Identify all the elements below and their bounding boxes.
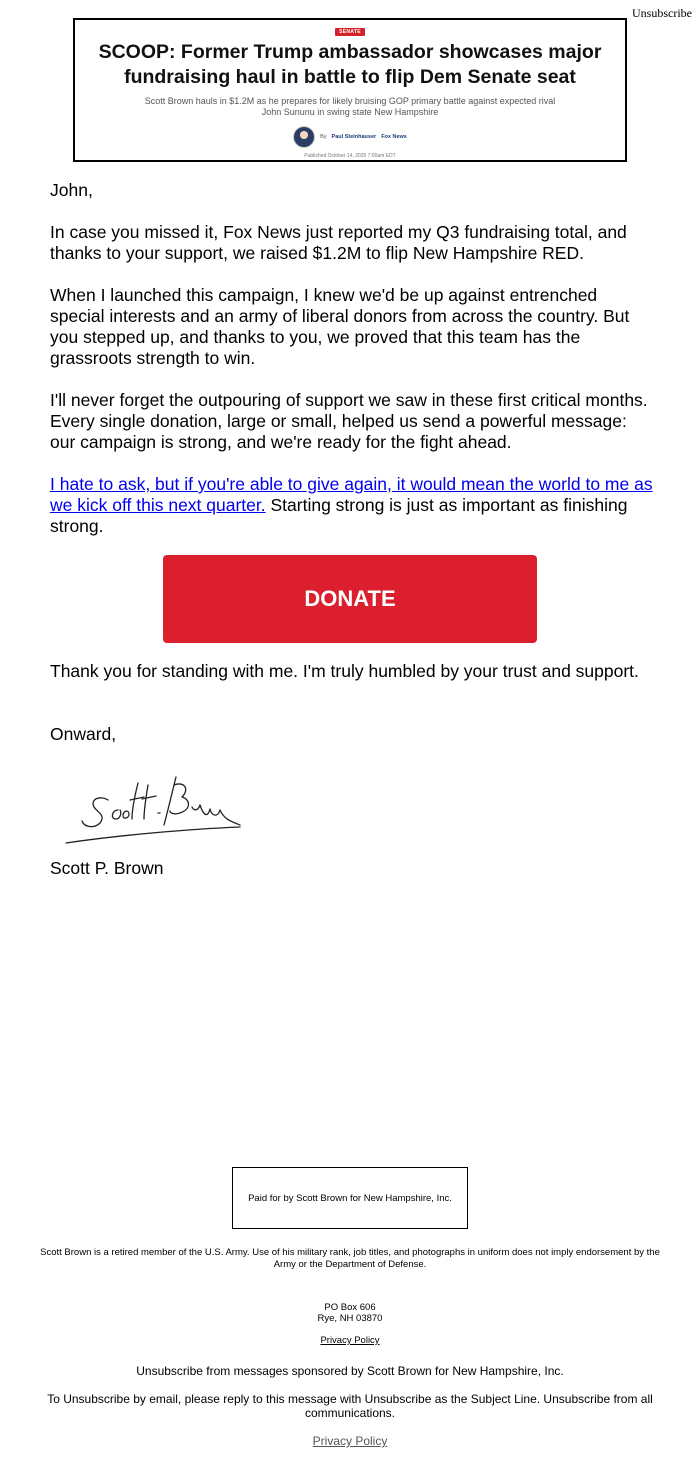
paid-for-text: Paid for by Scott Brown for New Hampshire, Inc. [248, 1192, 452, 1204]
military-disclaimer: Scott Brown is a retired member of the U.S. Army. Use of his military rank, job titles, and photographs in uniform does not imply endorsement by the Army or the Department of Defense. [40, 1247, 660, 1270]
privacy-policy-row-2 [40, 1434, 660, 1448]
donate-button[interactable]: DONATE [163, 555, 537, 643]
paragraph-3: I'll never forget the outpouring of support we saw in these first critical months. Every single donation, large or small, helped us send a powerful message: our campaign is strong, and we're ready for the fight ahead. [50, 390, 648, 452]
article-byline [75, 126, 625, 148]
give-again-link[interactable]: I hate to ask, but if you're able to give again, it would mean the world to me as we kick off this next quarter. [50, 474, 653, 515]
greeting: John, [50, 180, 93, 200]
article-title: SCOOP: Former Trump ambassador showcases major fundraising haul in battle to flip Dem Senate seat [98, 41, 602, 88]
paragraph-4 [50, 474, 654, 537]
privacy-policy-link[interactable]: Privacy Policy [320, 1335, 380, 1346]
article-headline-image[interactable] [73, 18, 627, 162]
address-line-1: PO Box 606 [324, 1302, 376, 1313]
byline-by: By [320, 134, 327, 140]
author-name: Paul Steinhauser [331, 134, 377, 140]
paragraph-1: In case you missed it, Fox News just reported my Q3 fundraising total, and thanks to your support, we raised $1.2M to flip New Hampshire RED. [50, 222, 627, 263]
author-avatar [293, 126, 315, 148]
section-badge: SENATE [335, 28, 365, 36]
paragraph-2: When I launched this campaign, I knew we'd be up against entrenched special interests and an army of liberal donors from across the country. But you stepped up, and thanks to you, we proved that this team has the grassroots strength to win. [50, 285, 630, 368]
handwritten-signature [60, 755, 250, 850]
unsubscribe-sponsored: Unsubscribe from messages sponsored by Scott Brown for New Hampshire, Inc. [136, 1364, 564, 1378]
outlet-name: Fox News [381, 134, 407, 140]
article-subtitle: Scott Brown hauls in $1.2M as he prepares for likely bruising GOP primary battle against expected rival John Sununu in swing state New Hampshire [144, 96, 556, 117]
address-line-2: Rye, NH 03870 [317, 1313, 383, 1324]
unsubscribe-email-instructions: To Unsubscribe by email, please reply to this message with Unsubscribe as the Subject Line. Unsubscribe from all communications. [47, 1392, 653, 1420]
published-date: Published October 14, 2025 7:00am EDT [304, 153, 396, 159]
privacy-policy-row-1 [40, 1335, 660, 1347]
paragraph-5: Thank you for standing with me. I'm truly humbled by your trust and support. [50, 661, 639, 681]
paid-for-box [232, 1167, 468, 1229]
closing: Onward, [50, 724, 117, 744]
unsubscribe-link-top[interactable]: Unsubscribe [632, 6, 692, 20]
privacy-policy-link-bottom[interactable]: Privacy Policy [312, 1434, 388, 1448]
signature-name: Scott P. Brown [50, 858, 164, 878]
paragraph-4-rest: Starting strong is just as important as finishing strong. [50, 495, 628, 536]
